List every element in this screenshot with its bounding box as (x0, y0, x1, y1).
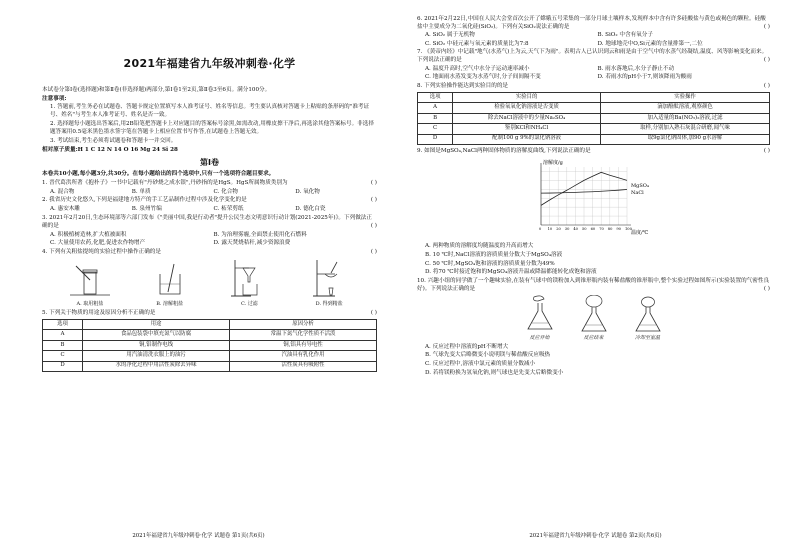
table-cell: 常温下氮气化学性质不活泼 (230, 330, 377, 340)
table-header: 原因分析 (230, 319, 377, 329)
solubility-chart (527, 157, 770, 240)
question-3 (42, 214, 377, 247)
x-tick-label: 90 (616, 227, 621, 232)
table-row (43, 351, 377, 361)
option: C. 地面雨水蒸发变为水蒸气时,分子间间隔不变 (425, 74, 541, 81)
y-axis-label: 溶解度/g (543, 160, 563, 167)
table-cell: 汽油具有乳化作用 (230, 351, 377, 361)
table-row (43, 330, 377, 340)
question-stem: 6. 2021年2月22日,中国在人民大会堂首次公开了嫦娥五号采集的一部分月球土壤样本,发现样本中含有许多硅酸盐与黄色或褐色的颗粒。硅酸盐中主要成分为二氧化硅(SiO₂)。下列有关SiO₂说法正确的是 (417, 15, 766, 30)
table-cell: 活性炭具有吸附性 (230, 361, 377, 371)
apparatus-label: C. 过滤 (240, 300, 258, 307)
option: D. 将70 ℃时接近饱和的MgSO₄溶液升温或降温都能转化成饱和溶液 (425, 269, 597, 276)
table-cell: 取9g氯化钠固体,加90 g水溶解 (601, 134, 770, 144)
question-10 (417, 277, 770, 377)
table-row (43, 340, 377, 350)
table-cell: A (43, 330, 83, 340)
option: A. 反应过程中溶液的pH不断增大 (425, 343, 509, 350)
table-cell: 食品包装袋中填充氮气以防腐 (83, 330, 230, 340)
question-stem: 9. 如图是MgSO₄,NaCl两种固体物质的溶解度曲线,下列说法正确的是 (417, 148, 591, 155)
answer-paren: ( ) (763, 23, 770, 30)
question-2 (42, 196, 377, 213)
series-label-nacl: NaCl (631, 190, 644, 197)
answer-paren: ( ) (370, 197, 377, 204)
table-cell: C (418, 124, 453, 134)
table-row (418, 113, 770, 123)
option: D. 德化白瓷 (295, 206, 326, 213)
option: D. 地球地壳中O,Si元素的含量排第一,二位 (597, 40, 703, 47)
flask-balloon-start (522, 295, 558, 335)
table-row (418, 103, 770, 113)
section-title: 第Ⅰ卷 (200, 157, 219, 167)
table-cell: 水的净化过程中用活性炭除去异味 (83, 361, 230, 371)
question-9 (417, 147, 770, 276)
x-tick-label: 0 (539, 227, 542, 232)
table-header: 实验目的 (453, 92, 601, 102)
exam-intro: 本试卷分第Ⅰ卷(选择题)和第Ⅱ卷(非选择题)两部分,第Ⅰ卷1至2页,第Ⅱ卷3至6页。满分100分。 (42, 86, 271, 93)
option: D. 若将镁粉换为氢氧化钠,则气球也是先变大后略微变小 (425, 369, 564, 376)
option: C. SiO₂ 中硅元素与氧元素的质量比为7:8 (425, 40, 529, 47)
question-stem: 4. 下列有关粗盐提纯的实验过程中操作正确的是 (42, 248, 161, 255)
x-tick-label: 50 (582, 227, 587, 232)
option: C. 大量使用农药,化肥,促进农作物增产 (50, 239, 146, 246)
option: C. 50 ℃时,MgSO₄饱和溶液的溶质质量分数为49% (425, 260, 555, 267)
figure-caption: 冷却至室温 (634, 334, 660, 341)
option: C. 柘荣剪纸 (213, 206, 244, 213)
option: D. 若雨水的pH小于7,则该降雨为酸雨 (597, 74, 692, 81)
option: A. 两种物质的溶解度均随温度的升高而增大 (425, 243, 534, 250)
x-tick-label: 20 (556, 227, 561, 232)
x-tick-label: 100 (625, 227, 632, 232)
question-stem: 5. 下列关于物质的用途及原因分析不正确的是 (42, 309, 156, 316)
question-stem: 8. 下列实验操作能达到实验目的的是 (417, 82, 509, 89)
table-cell: B (418, 113, 453, 123)
x-tick-label: 30 (564, 227, 570, 232)
table-cell: D (418, 134, 453, 144)
table-row (418, 124, 770, 134)
table-header: 实验操作 (601, 92, 770, 102)
table-cell: 铜,铝具有导电性 (230, 340, 377, 350)
page-footer: 2021年福建省九年级冲刺卷·化学 试题卷 第1页(共6页) (132, 533, 265, 540)
apparatus-figure (42, 256, 377, 308)
table-cell: 铜,铝制作电线 (83, 340, 230, 350)
option: A. 混合物 (50, 188, 75, 195)
q8-table (417, 92, 770, 145)
table-row (418, 134, 770, 144)
option: C. 化合物 (213, 188, 238, 195)
option: D. 氧化物 (295, 188, 320, 195)
x-tick-label: 80 (607, 227, 613, 232)
exam-page-2 (397, 0, 794, 551)
x-tick-label: 60 (590, 227, 596, 232)
option: B. 为治理雾霾,全面禁止使用化石燃料 (213, 231, 307, 238)
table-cell: 除去NaCl溶液中的少量Na₂SO₄ (453, 113, 601, 123)
table-header: 选项 (418, 92, 453, 102)
table-cell: 取样,分别加入熟石灰混合研磨,闻气味 (601, 124, 770, 134)
answer-paren: ( ) (763, 57, 770, 64)
table-cell: B (43, 340, 83, 350)
apparatus-label: D. 得到精盐 (315, 300, 343, 307)
option: B. 10 ℃时,NaCl溶液的溶质质量分数大于MgSO₄溶液 (425, 251, 563, 258)
question-7 (417, 48, 770, 81)
table-header-row (418, 92, 770, 102)
question-stem: 3. 2021年2月20日,生态环境部等六部门发布《"美丽中国,我是行动者"提升公民生态文明意识行动计划(2021-2025年)》。下列做法正确的是 (42, 214, 372, 229)
question-5 (42, 309, 377, 372)
flask-balloon-cooled (630, 295, 666, 335)
table-header-row (43, 319, 377, 329)
table-cell: 检验氧氧化钠溶液是否变质 (453, 103, 601, 113)
apparatus-label: B. 溶解粗盐 (156, 300, 184, 307)
apparatus-label: A. 取用粗盐 (76, 300, 104, 307)
spoon-and-jar-illustration (70, 262, 110, 300)
atomic-masses: 相对原子质量:H 1 C 12 N 14 O 16 Mg 24 Si 28 (42, 146, 178, 153)
answer-paren: ( ) (370, 309, 377, 316)
table-cell: 滴加酚酞溶液,观察颜色 (601, 103, 770, 113)
table-cell: C (43, 351, 83, 361)
question-6 (417, 15, 770, 48)
option: B. 雨水落地后,水分子静止不动 (597, 66, 675, 73)
x-tick-label: 10 (547, 227, 553, 232)
table-cell: 鉴别KCl和NH₄Cl (453, 124, 601, 134)
question-1 (42, 179, 377, 196)
table-cell: 用汽油清洗衣服上的油污 (83, 351, 230, 361)
option: C. 反应过程中,溶液中氯元素的质量分数减小 (425, 360, 536, 367)
option: A. 惠安木雕 (50, 206, 80, 213)
option: A. SiO₂ 属于无机物 (425, 32, 475, 39)
page-footer: 2021年福建省九年级冲刺卷·化学 试题卷 第2页(共6页) (529, 533, 662, 540)
option: A. 积极植树造林,扩大植被面积 (50, 231, 127, 238)
figure-caption: 反应开始 (529, 334, 550, 341)
table-header: 选项 (43, 319, 83, 329)
question-8 (417, 82, 770, 145)
question-stem: 7. 《黄帝内经》中记载"地气(水蒸气)上为云,天气下为雨"。表明古人已认识到云和雨是由于空气中的水蒸气经凝结,温度、风等影响变化而来。下列说法正确的是 (417, 49, 768, 64)
filtration-illustration (229, 258, 269, 300)
option: B. 单质 (131, 188, 151, 195)
question-stem: 1. 晋代葛洪所著《抱朴子》一书中记载有"丹砂烧之成水银",丹砂指的是HgS。HgS所属物质类别为 (42, 180, 288, 187)
note-item: 1. 答题前,考生务必在试题卷、答题卡规定位置填写本人准考证号、姓名等信息。考生要认真核对答题卡上粘贴的条形码的"准考证号、姓名"与考生本人准考证号、姓名是否一致。 (50, 104, 370, 119)
answer-paren: ( ) (370, 223, 377, 229)
option: B. 气球先变大后略微变小说明镁与稀盐酸反应吸热 (425, 352, 551, 359)
beaker-stirring-illustration (150, 262, 190, 300)
answer-paren: ( ) (763, 82, 770, 89)
series-label-mgso4: MgSO₄ (631, 183, 649, 190)
answer-paren: ( ) (370, 248, 377, 255)
answer-paren: ( ) (370, 180, 377, 187)
balloon-experiment-figure (417, 294, 770, 342)
evaporation-illustration (309, 258, 349, 300)
option: D. 露天焚烧秸秆,减少资源浪费 (213, 239, 291, 246)
note-item: 3. 考试结束,考生必须将试题卷和答题卡一并交回。 (50, 137, 177, 144)
table-cell: D (43, 361, 83, 371)
x-tick-label: 70 (599, 227, 604, 232)
table-header: 用途 (83, 319, 230, 329)
section-instructions: 本卷共10小题,每小题3分,共30分。在每小题给出的四个选项中,只有一个选项符合题目要求。 (42, 171, 275, 178)
option: B. SiO₂ 中含有氧分子 (597, 32, 653, 39)
option: A. 温度升高时,空气中水分子运动速率减小 (425, 66, 530, 73)
table-cell: 配制100 g 9%的氯化钠溶液 (453, 134, 601, 144)
answer-paren: ( ) (763, 148, 770, 155)
table-cell: 加入适量的Ba(NO₃)₂溶液,过滤 (601, 113, 770, 123)
flask-balloon-end (576, 295, 612, 335)
answer-paren: ( ) (763, 286, 770, 293)
page-title: 2021年福建省九年级冲刺卷·化学 (123, 57, 296, 70)
note-item: 2. 选择题每小题选出答案后,用2B铅笔把答题卡上对应题目的答案标号涂黑,如需改动,用橡皮擦干净后,再选涂其他答案标号。非选择题答案用0.5毫米黑色墨水签字笔在答题卡上相应位置书写作答,在试题卷上答题无效。 (50, 121, 374, 136)
option: B. 泉州竹编 (131, 206, 162, 213)
solubility-chart-svg (527, 157, 657, 237)
question-4 (42, 248, 377, 309)
question-stem: 2. 我省历史文化悠久,下列是福建地方特产的手工艺品制作过程中涉及化学变化的是 (42, 197, 247, 204)
table-cell: A (418, 103, 453, 113)
table-row (43, 361, 377, 371)
x-tick-label: 40 (573, 227, 578, 232)
q5-table (42, 319, 377, 372)
question-stem: 10. 兴趣小组的同学做了一个趣味实验,在装有气球中的镁粉加入到锥形瓶内装有稀盐酸的锥形瓶中,整个实验过程如图所示(实验装置的气密性良好)。下列说法正确的是 (417, 278, 770, 293)
figure-caption: 反应结束 (583, 334, 604, 341)
x-axis-label: 温度/℃ (631, 230, 649, 237)
notes-heading: 注意事项: (42, 95, 67, 102)
